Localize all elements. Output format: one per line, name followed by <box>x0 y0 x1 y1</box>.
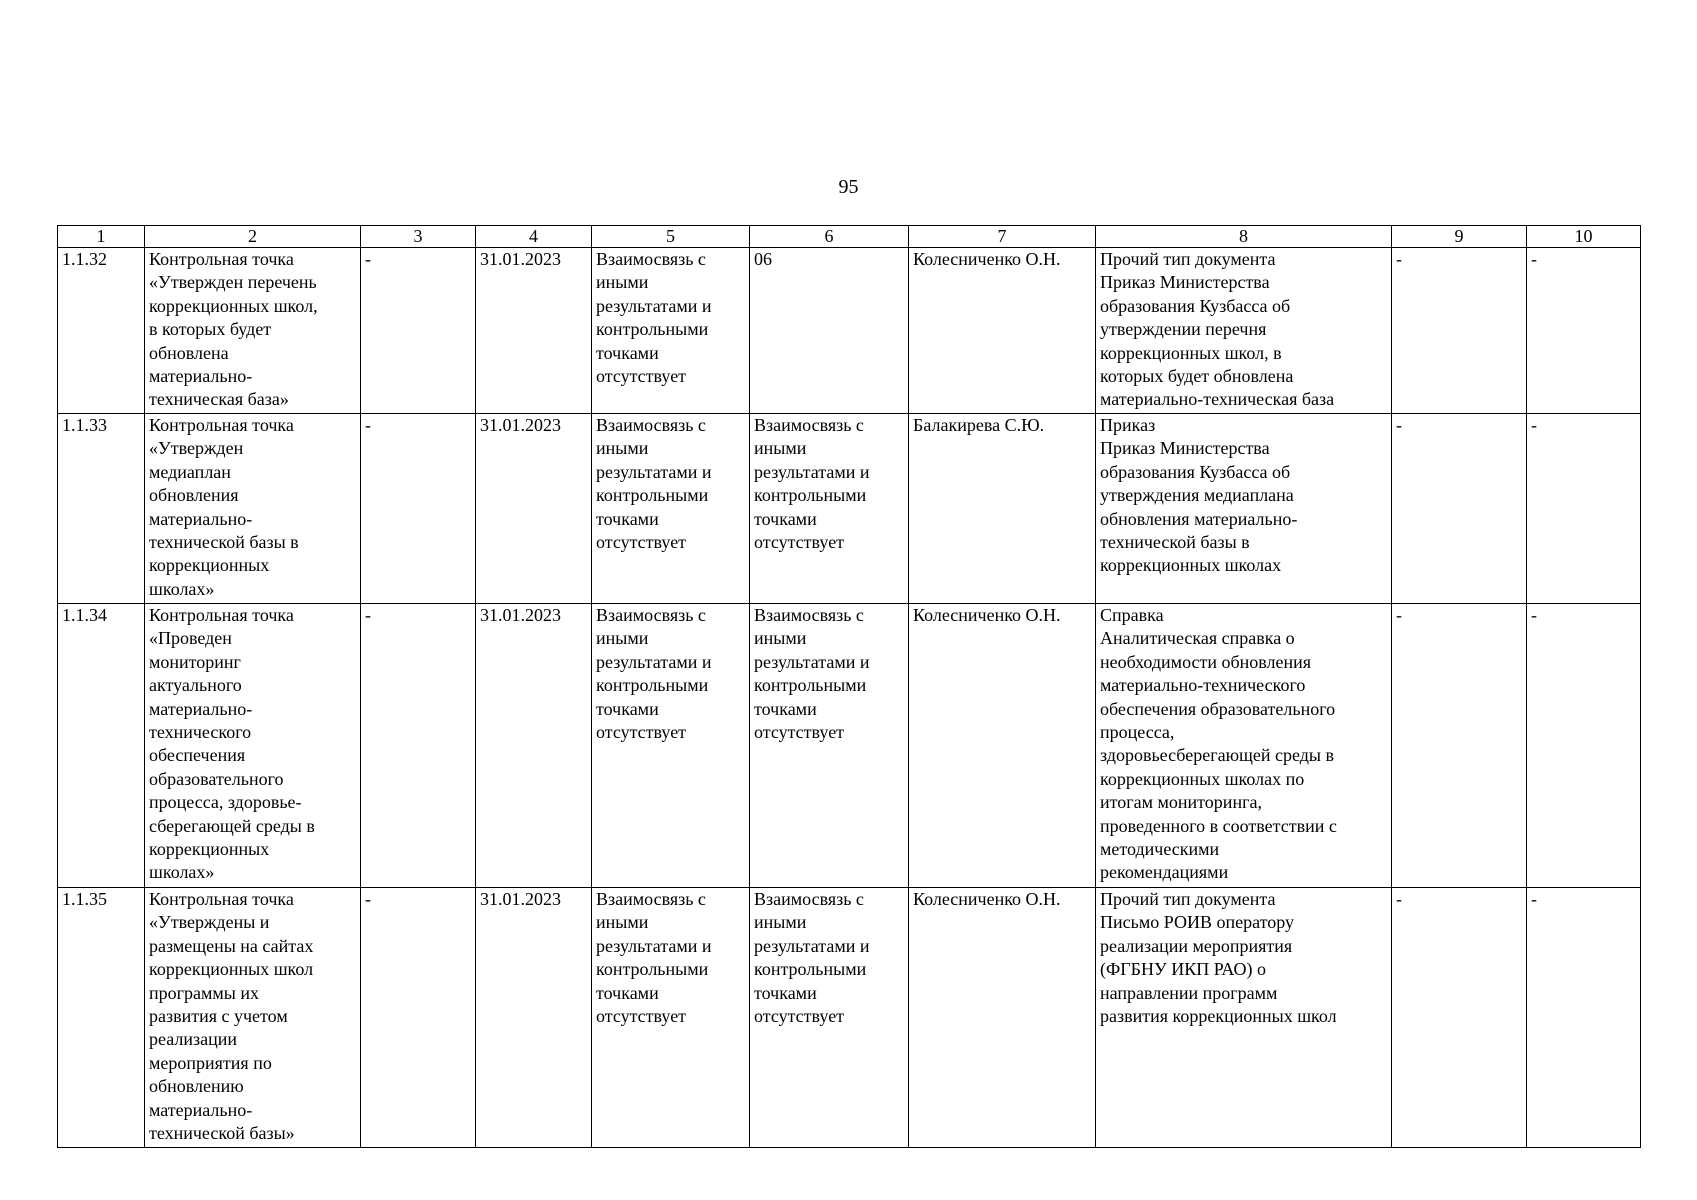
document-description-line: коррекционных школах <box>1100 555 1282 576</box>
document-description-line: процесса, <box>1100 722 1175 743</box>
document-description-line: методическими <box>1100 839 1220 860</box>
checkpoint-name-line: школах» <box>149 578 215 599</box>
relation-checkpoints-line: отсутствует <box>754 1006 845 1027</box>
relation-checkpoints-line: отсутствует <box>754 532 845 553</box>
checkpoint-name <box>145 604 361 888</box>
responsible-person: Колесниченко О.Н. <box>909 604 1096 888</box>
col10-value: - <box>1527 888 1641 1148</box>
responsible-person: Балакирева С.Ю. <box>909 414 1096 604</box>
relation-results <box>592 248 750 414</box>
col10-value: - <box>1527 248 1641 414</box>
col3-value: - <box>361 248 476 414</box>
document-description-line: реализации мероприятия <box>1100 935 1293 956</box>
relation-results-line: результатами и <box>596 295 712 316</box>
table-row <box>58 414 1641 604</box>
checkpoint-name-line: развития с учетом <box>149 1006 288 1027</box>
checkpoint-name-line: техническая база» <box>149 389 289 410</box>
relation-checkpoints-line: результатами и <box>754 461 870 482</box>
header-col-5: 5 <box>592 226 750 248</box>
checkpoint-name-line: коррекционных <box>149 839 270 860</box>
checkpoint-name-line: медиаплан <box>149 461 231 482</box>
responsible-person: Колесниченко О.Н. <box>909 248 1096 414</box>
relation-results-line: контрольными <box>596 959 709 980</box>
relation-results-line: точками <box>596 342 659 363</box>
header-col-10: 10 <box>1527 226 1641 248</box>
due-date: 31.01.2023 <box>476 888 592 1148</box>
checkpoint-name-line: программы их <box>149 982 260 1003</box>
checkpoint-name-line: реализации <box>149 1029 237 1050</box>
relation-results-line: результатами и <box>596 461 712 482</box>
checkpoint-name-line: Контрольная точка <box>149 889 294 909</box>
relation-checkpoints-line: результатами и <box>754 935 870 956</box>
col9-value: - <box>1392 414 1527 604</box>
checkpoint-name-line: обновлению <box>149 1076 244 1097</box>
header-col-1: 1 <box>58 226 145 248</box>
col9-value: - <box>1392 604 1527 888</box>
checkpoint-name-line: обновлена <box>149 342 229 363</box>
col3-value: - <box>361 414 476 604</box>
checkpoint-name-line: школах» <box>149 862 215 883</box>
header-col-3: 3 <box>361 226 476 248</box>
relation-results-line: иными <box>596 438 649 459</box>
relation-checkpoints <box>750 248 909 414</box>
table-row <box>58 888 1641 1148</box>
due-date: 31.01.2023 <box>476 248 592 414</box>
document-description <box>1096 888 1392 1148</box>
relation-results-line: результатами и <box>596 651 712 672</box>
relation-results-line: контрольными <box>596 319 709 340</box>
document-description-line: Прочий тип документа <box>1100 889 1276 909</box>
relation-checkpoints-line: иными <box>754 912 807 933</box>
page-number: 95 <box>838 176 859 198</box>
checkpoint-name-line: технической базы в <box>149 532 299 553</box>
relation-checkpoints-line: точками <box>754 698 817 719</box>
checkpoint-name <box>145 414 361 604</box>
relation-results-line: отсутствует <box>596 532 687 553</box>
relation-checkpoints-line: 06 <box>754 249 772 269</box>
relation-results <box>592 414 750 604</box>
checkpoint-name-line: коррекционных школ, <box>149 295 318 316</box>
relation-checkpoints-line: точками <box>754 982 817 1003</box>
relation-results-line: отсутствует <box>596 1006 687 1027</box>
checkpoint-name-line: технического <box>149 722 252 743</box>
relation-results-line: точками <box>596 508 659 529</box>
document-description-line: Аналитическая справка о <box>1100 628 1295 649</box>
relation-checkpoints-line: точками <box>754 508 817 529</box>
relation-checkpoints-line: отсутствует <box>754 722 845 743</box>
col3-value: - <box>361 604 476 888</box>
row-number: 1.1.35 <box>58 888 145 1148</box>
document-description-line: образования Кузбасса об <box>1100 461 1291 482</box>
document-description-line: необходимости обновления <box>1100 651 1312 672</box>
document-description-line: обновления материально- <box>1100 508 1298 529</box>
checkpoint-name-line: мониторинг <box>149 651 241 672</box>
row-number: 1.1.33 <box>58 414 145 604</box>
checkpoint-name-line: мероприятия по <box>149 1052 272 1073</box>
checkpoint-name-line: коррекционных <box>149 555 270 576</box>
table-row <box>58 604 1641 888</box>
document-description-line: направлении программ <box>1100 982 1278 1003</box>
header-col-6: 6 <box>750 226 909 248</box>
document-description-line: материально-технического <box>1100 675 1306 696</box>
document-description-line: коррекционных школ, в <box>1100 342 1282 363</box>
relation-results-line: контрольными <box>596 485 709 506</box>
relation-results-line: иными <box>596 272 649 293</box>
relation-checkpoints-line: Взаимосвязь с <box>754 889 864 909</box>
checkpoint-name <box>145 888 361 1148</box>
document-description-line: образования Кузбасса об <box>1100 295 1291 316</box>
table-header <box>58 226 1641 248</box>
checkpoint-name-line: материально- <box>149 1099 253 1120</box>
relation-results-line: отсутствует <box>596 722 687 743</box>
checkpoint-name-line: процесса, здоровье- <box>149 792 302 813</box>
relation-checkpoints <box>750 604 909 888</box>
document-description-line: рекомендациями <box>1100 862 1229 883</box>
relation-checkpoints-line: результатами и <box>754 651 870 672</box>
document-description-line: Приказ <box>1100 415 1156 435</box>
table-body <box>58 248 1641 1148</box>
col9-value: - <box>1392 888 1527 1148</box>
checkpoint-name-line: образовательного <box>149 768 284 789</box>
col10-value: - <box>1527 604 1641 888</box>
document-description-line: которых будет обновлена <box>1100 366 1294 387</box>
checkpoint-name-line: Контрольная точка <box>149 249 294 269</box>
checkpoint-name <box>145 248 361 414</box>
checkpoint-name-line: обеспечения <box>149 745 246 766</box>
relation-results <box>592 888 750 1148</box>
plan-table <box>57 225 1641 1148</box>
checkpoint-name-line: коррекционных школ <box>149 959 314 980</box>
document-description-line: коррекционных школах по <box>1100 768 1305 789</box>
document-description-line: Приказ Министерства <box>1100 438 1270 459</box>
relation-checkpoints-line: Взаимосвязь с <box>754 605 864 625</box>
relation-checkpoints-line: иными <box>754 628 807 649</box>
document-description-line: обеспечения образовательного <box>1100 698 1336 719</box>
relation-checkpoints-line: контрольными <box>754 959 867 980</box>
col9-value: - <box>1392 248 1527 414</box>
document-description-line: Приказ Министерства <box>1100 272 1270 293</box>
responsible-person: Колесниченко О.Н. <box>909 888 1096 1148</box>
header-col-4: 4 <box>476 226 592 248</box>
header-col-7: 7 <box>909 226 1096 248</box>
checkpoint-name-line: размещены на сайтах <box>149 935 314 956</box>
document-description-line: технической базы в <box>1100 532 1250 553</box>
checkpoint-name-line: технической базы» <box>149 1123 295 1144</box>
checkpoint-name-line: «Утверждены и <box>149 912 270 933</box>
document-description-line: (ФГБНУ ИКП РАО) о <box>1100 959 1267 980</box>
relation-results-line: иными <box>596 912 649 933</box>
checkpoint-name-line: актуального <box>149 675 242 696</box>
document-description-line: материально-техническая база <box>1100 389 1335 410</box>
row-number: 1.1.34 <box>58 604 145 888</box>
relation-checkpoints-line: Взаимосвязь с <box>754 415 864 435</box>
checkpoint-name-line: «Проведен <box>149 628 232 649</box>
relation-results-line: отсутствует <box>596 366 687 387</box>
table-row <box>58 248 1641 414</box>
checkpoint-name-line: «Утвержден перечень <box>149 272 317 293</box>
relation-results-line: результатами и <box>596 935 712 956</box>
relation-results-line: Взаимосвязь с <box>596 605 706 625</box>
relation-results-line: точками <box>596 982 659 1003</box>
relation-results-line: Взаимосвязь с <box>596 889 706 909</box>
document-description <box>1096 604 1392 888</box>
document-description <box>1096 414 1392 604</box>
checkpoint-name-line: материально- <box>149 698 253 719</box>
relation-results-line: Взаимосвязь с <box>596 415 706 435</box>
document-description-line: развития коррекционных школ <box>1100 1006 1337 1027</box>
col10-value: - <box>1527 414 1641 604</box>
checkpoint-name-line: материально- <box>149 508 253 529</box>
relation-checkpoints-line: иными <box>754 438 807 459</box>
col3-value: - <box>361 888 476 1148</box>
document-description-line: Прочий тип документа <box>1100 249 1276 269</box>
document-description-line: проведенного в соответствии с <box>1100 815 1337 836</box>
document-description <box>1096 248 1392 414</box>
document-description-line: Письмо РОИВ оператору <box>1100 912 1294 933</box>
row-number: 1.1.32 <box>58 248 145 414</box>
checkpoint-name-line: в которых будет <box>149 319 272 340</box>
relation-results-line: точками <box>596 698 659 719</box>
relation-checkpoints-line: контрольными <box>754 675 867 696</box>
relation-results <box>592 604 750 888</box>
relation-results-line: Взаимосвязь с <box>596 249 706 269</box>
document-description-line: утверждении перечня <box>1100 319 1267 340</box>
checkpoint-name-line: сберегающей среды в <box>149 815 315 836</box>
relation-checkpoints <box>750 414 909 604</box>
checkpoint-name-line: Контрольная точка <box>149 415 294 435</box>
checkpoint-name-line: Контрольная точка <box>149 605 294 625</box>
due-date: 31.01.2023 <box>476 414 592 604</box>
header-row <box>58 226 1641 248</box>
checkpoint-name-line: «Утвержден <box>149 438 244 459</box>
document-description-line: утверждения медиаплана <box>1100 485 1294 506</box>
checkpoint-name-line: материально- <box>149 366 253 387</box>
header-col-8: 8 <box>1096 226 1392 248</box>
relation-checkpoints <box>750 888 909 1148</box>
document-description-line: здоровьесберегающей среды в <box>1100 745 1334 766</box>
checkpoint-name-line: обновления <box>149 485 239 506</box>
document-description-line: итогам мониторинга, <box>1100 792 1262 813</box>
header-col-9: 9 <box>1392 226 1527 248</box>
relation-results-line: контрольными <box>596 675 709 696</box>
header-col-2: 2 <box>145 226 361 248</box>
due-date: 31.01.2023 <box>476 604 592 888</box>
relation-checkpoints-line: контрольными <box>754 485 867 506</box>
document-description-line: Справка <box>1100 605 1164 625</box>
relation-results-line: иными <box>596 628 649 649</box>
